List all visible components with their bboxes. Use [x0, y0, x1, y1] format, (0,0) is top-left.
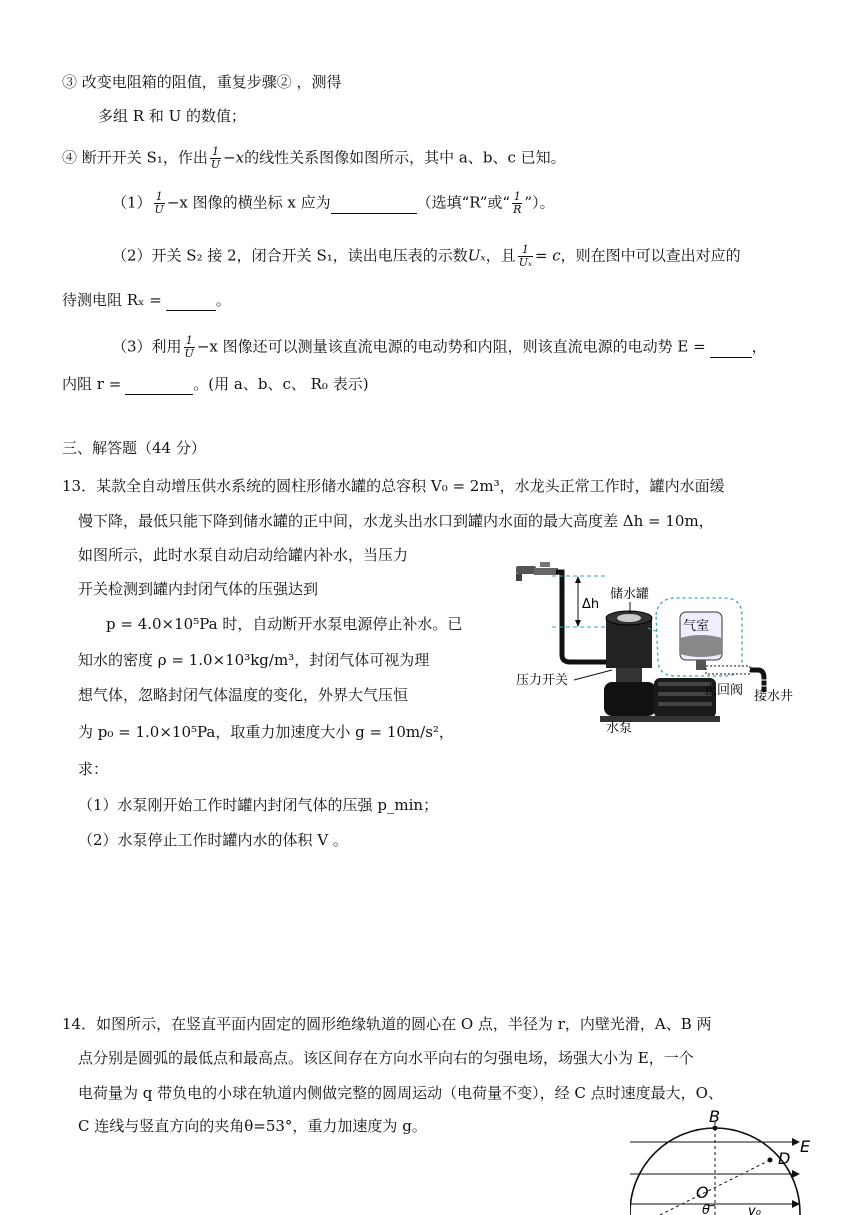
- p13-line-9: 求：: [78, 760, 109, 778]
- p13-line-7: 想气体，忽略封闭气体温度的变化，外界大气压恒: [78, 686, 409, 704]
- chamber-label: 气室: [683, 619, 710, 634]
- p13-sub-2: （2）水泵停止工作时罐内水的体积 V 。: [78, 831, 348, 849]
- p13-line-4: 开关检测到罐内封闭气体的压强达到: [78, 580, 319, 598]
- q3-emf-blank[interactable]: [710, 337, 752, 358]
- label-v0: v₀: [748, 1204, 761, 1215]
- q3-text-b: −x 图像还可以测量该直流电源的电动势和内阻，则该直流电源的电动势 E =: [196, 337, 706, 356]
- pump-label: 水泵: [606, 721, 633, 735]
- label-d: D: [778, 1149, 791, 1168]
- q2-fraction: $\frac{1}{\text{Uₓ}}$: [518, 243, 532, 269]
- q1-choice-fraction: $\frac{1}{R}$: [513, 190, 522, 216]
- p13-line-2: 慢下降，最低只能下降到储水罐的正中间，水龙头出水口到罐内水面的最大高度差 Δh = 10m，: [78, 512, 714, 530]
- step4-fraction: $\frac{1}{U}$: [210, 145, 221, 171]
- q3-line1: [112, 335, 767, 360]
- q2-ux: Uₓ: [467, 246, 486, 265]
- q2-text-c: ，则在图中可以查出对应的: [560, 246, 741, 265]
- q2-text-b: ，且: [485, 246, 516, 265]
- q2-answer-blank[interactable]: [166, 290, 216, 311]
- q2-line2-end: 。: [215, 291, 231, 309]
- dh-label: Δh: [582, 597, 600, 612]
- q2-text-a: （2）开关 S₂ 接 2，闭合开关 S₁，读出电压表的示数: [112, 246, 468, 265]
- step4-suffix: 的线性关系图像如图所示，其中 a、b、c 已知。: [244, 148, 566, 167]
- p14-line-2: 点分别是圆弧的最低点和最高点。该区间存在方向水平向右的匀强电场，场强大小为 E，一个: [78, 1049, 694, 1067]
- p14-line-1: 14．如图所示，在竖直平面内固定的圆形绝缘轨道的圆心在 O 点，半径为 r，内壁光滑，A、B 两: [62, 1015, 712, 1033]
- well-label: 接水井: [754, 689, 794, 704]
- p14-line-3: 电荷量为 q 带负电的小球在轨道内侧做完整的圆周运动（电荷量不变），经 C 点时速度最大，O、: [78, 1084, 723, 1102]
- q1-label: （1）: [112, 193, 152, 212]
- tank-label: 储水罐: [610, 587, 650, 602]
- p13-line-5: p = 4.0×10⁵Pa 时，自动断开水泵电源停止补水。已: [106, 615, 463, 633]
- label-o: O: [696, 1183, 709, 1202]
- q3-text-a: （3）利用: [112, 337, 182, 356]
- check-valve: [706, 666, 750, 674]
- step4-line: [62, 146, 566, 171]
- water-system-figure: [508, 560, 828, 735]
- q3-line2: [62, 374, 369, 395]
- q3-fraction: $\frac{1}{U}$: [184, 334, 194, 360]
- label-b: B: [709, 1108, 720, 1126]
- step4-mid: −x: [223, 148, 245, 167]
- field-lines: [630, 1142, 792, 1204]
- q2-line2-text: 待测电阻 Rₓ =: [62, 291, 162, 309]
- q3-line2-end: 。(用 a、b、c、 R₀ 表示): [193, 375, 369, 393]
- q1-choice: （选填“R”或“: [416, 193, 511, 212]
- p14-line-4: C 连线与竖直方向的夹角θ=53°，重力加速度为 g。: [78, 1117, 427, 1135]
- storage-tank: [606, 611, 652, 686]
- q1-answer-blank[interactable]: [331, 193, 417, 214]
- q1-line: [112, 191, 555, 216]
- p13-line-3: 如图所示，此时水泵自动启动给罐内补水，当压力: [78, 546, 409, 564]
- q3-resistance-blank[interactable]: [125, 374, 193, 395]
- label-e: E: [800, 1137, 811, 1156]
- q3-line2-text: 内阻 r =: [62, 375, 122, 393]
- step3-line1: ③ 改变电阻箱的阻值，重复步骤② ，测得: [62, 73, 342, 91]
- q2-line1: [112, 244, 741, 269]
- q1-choice-end: ”）。: [524, 193, 555, 212]
- faucet-icon: [516, 562, 558, 581]
- p13-line-8: 为 p₀ = 1.0×10⁵Pa，取重力加速度大小 g = 10m/s²，: [78, 723, 454, 741]
- switch-label: 压力开关: [516, 673, 569, 688]
- q3-line1-end: ，: [751, 337, 767, 356]
- p13-line-1: 13．某款全自动增压供水系统的圆柱形储水罐的总容积 V₀ = 2m³，水龙头正常工作时，罐内水面缓: [62, 477, 725, 495]
- section-heading: 三、解答题（44 分）: [62, 439, 206, 457]
- q1-fraction: $\frac{1}{U}$: [154, 190, 164, 216]
- q1-text: −x 图像的横坐标 x 应为: [166, 193, 331, 212]
- p13-line-6: 知水的密度 ρ = 1.0×10³kg/m³，封闭气体可视为理: [78, 651, 430, 669]
- circular-track-figure: [630, 1108, 820, 1215]
- q2-eq: = c: [534, 246, 561, 265]
- point-b: [713, 1126, 718, 1131]
- label-theta: θ: [702, 1203, 710, 1215]
- step4-prefix: ④ 断开开关 S₁，作出: [62, 148, 208, 167]
- point-d: [768, 1158, 773, 1163]
- step3-line2: 多组 R 和 U 的数值；: [98, 107, 247, 125]
- valve-label: 止回阀: [704, 683, 744, 698]
- p13-sub-1: （1）水泵刚开始工作时罐内封闭气体的压强 p_min；: [78, 796, 439, 814]
- pump: [600, 678, 720, 722]
- q2-line2: [62, 290, 231, 311]
